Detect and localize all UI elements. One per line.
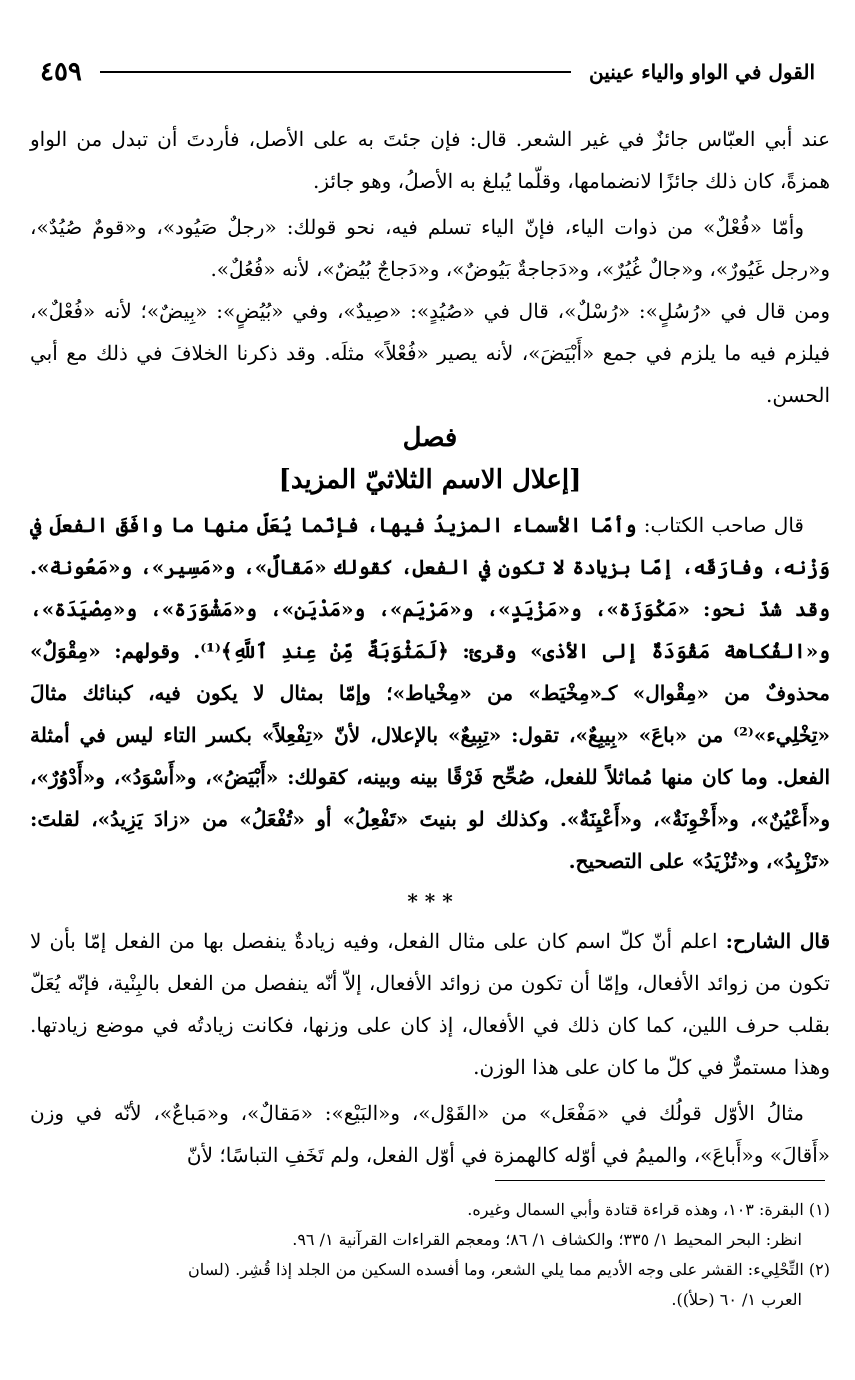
footnote-1-continued: انظر: البحر المحيط ١/ ٣٣٥؛ والكشاف ١/ ٨٦؛ ومعجم القراءات القرآنية ١/ ٩٦. bbox=[292, 1230, 802, 1249]
author-body: وأمّا الأسماء المزيدُ فيها، فإنّما يُعَلّ منها ما وافَقَ الفعلَ في وَزْنه، وفارَقَه، إمّا بزيادة لا تكون في الفعل، كقولك «مَقالٌ»، و«مَسِير»، و«مَعُونة». وقد شذّ نحو: «مَكْوَزَة»، و«مَزْيَدٍ»، و«مَرْيَم»، و«مَدْيَن»، و«مَشْوَرَة»، و«مِصْيَدَة»، و«الفُكاهة مَقْوَدَةٌ إلى الأذى» وقرئ: ﴿لَمَثْوَبَةٌ مِّنْ عِندِ ٱللَّهِ﴾⁽¹⁾. وقولهم: «مِقْوَلٌ» محذوفٌ من «مِقْوال» كـ«مِخْيَط» من «مِخْياط»؛ وإمّا بمثال لا يكون فيه، كبنائك مثالَ «تِخْلِيء»⁽²⁾ من «باعَ» «بِيبِعٌ»، تقول: «تِبِيعٌ» بالإعلال، لأنّ «تِفْعِلاً» بكسر التاء ليس في أمثلة الفعل. وما كان منها مُماثلاً للفعل، صُحِّح فَرْقًا بينه وبينه، كقولك: «أَبْيَضُ»، و«أَسْوَدُ»، و«أَدْوُرٌ»، و«أَعْيُنٌ»، و«أَخْوِنَةٌ»، و«أَعْيِنَةٌ». وكذلك لو بنيتَ «تَفْعِلُ» أو «تُفْعَلُ» من «زادَ يَزِيدُ»، لقلتَ: «تَزْيِدُ»، و«تُزْيَدُ» على التصحيح. bbox=[30, 513, 830, 873]
footnote-2: (٢) التِّحْلِيء: القشر على وجه الأديم مما يلي الشعر، وما أفسده السكين من الجلد إذا قُشِر. (لسان bbox=[188, 1260, 830, 1279]
author-lead: قال صاحب الكتاب: bbox=[643, 513, 804, 537]
running-head: القول في الواو والياء عينين bbox=[588, 60, 815, 84]
page-number: ٤٥٩ bbox=[40, 57, 82, 87]
footnote-2-continued: العرب ١/ ٦٠ (حلأ)). bbox=[671, 1290, 802, 1309]
section-separator: * * * bbox=[407, 889, 453, 913]
commentary-text-1: اعلم أنّ كلّ اسم كان على مثال الفعل، وفيه زيادةٌ ينفصل بها من الفعل إمّا بأن لا تكون من زوائد الأفعال، وإمّا أن تكون من زوائد الأفعال، إلاّ أنّه ينفصل من الفعل بالبِنْية، فإنّه يُعَلّ بقلب حرف اللين، كما كان ذلك في الأفعال، إذ كان على وزنها، فكانت زيادتُه في موضع زيادتها. وهذا مستمرٌّ في كلّ ما كان على هذا الوزن. bbox=[30, 929, 830, 1079]
paragraph-3: ومن قال في «رُسُلٍ»: «رُسْلٌ»، قال في «صُيُدٍ»: «صِيدٌ»، وفي «بُيُضٍ»: «بِيضٌ»؛ لأنه «فُعْلٌ»، فيلزم فيه ما يلزم في جمع «أَبْيَضَ»، لأنه يصير «فُعْلاً» مثلَه. وقد ذكرنا الخلافَ في ذلك مع أبي الحسن. bbox=[30, 299, 830, 407]
commentary-paragraph-1 bbox=[30, 920, 830, 1088]
paragraph-2: وأمّا «فُعْلٌ» من ذوات الياء، فإنّ الياء تسلم فيه، نحو قولك: «رجلٌ صَيُود»، و«قومٌ صُيُدٌ»، و«رجل غَيُورٌ»، و«جالٌ غُيُرٌ»، و«دَجاجةٌ بَيُوضٌ»، و«دَجاجٌ بُيُضٌ»، لأنه «فُعُلٌ». bbox=[30, 215, 830, 281]
footnotes bbox=[30, 1195, 830, 1315]
commentary-speaker: قال الشارح: bbox=[725, 929, 830, 953]
author-text bbox=[30, 504, 830, 882]
section-title: فصل bbox=[402, 423, 458, 453]
footnote-rule bbox=[495, 1180, 825, 1181]
paragraph-1: عند أبي العبّاس جائزٌ في غير الشعر. قال: فإن جئتَ به على الأصل، فأردتَ أن تبدل من الواو همزةً، كان ذلك جائزًا لانضمامها، وقلّما يُبلغ به الأصلُ، وهو جائز. bbox=[30, 127, 830, 193]
page-header bbox=[40, 52, 815, 92]
commentary-paragraph-2: مثالُ الأوّل قولُك في «مَفْعَل» من «القَوْل»، و«البَيْع»: «مَقالٌ»، و«مَباعٌ»، لأنّه في وزن «أَقالَ» و«أَباعَ»، والميمُ في أوّله كالهمزة في أوّل الفعل، ولم تَخَفِ التباسًا؛ لأنّ bbox=[30, 1101, 830, 1167]
footnote-1: (١) البقرة: ١٠٣، وهذه قراءة قتادة وأبي السمال وغيره. bbox=[467, 1200, 830, 1219]
main-content bbox=[30, 118, 830, 1176]
header-rule bbox=[100, 71, 571, 73]
section-subtitle: [إعلال الاسم الثلاثيّ المزيد] bbox=[278, 465, 582, 495]
